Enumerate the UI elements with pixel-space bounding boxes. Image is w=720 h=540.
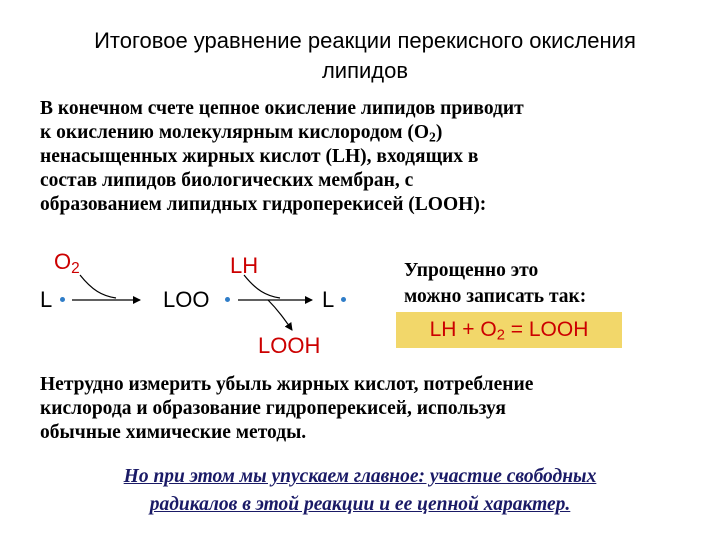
intro-line-2-post: ) [435,122,443,143]
equation-right: = LOOH [504,318,589,341]
arrow-lh-curve [244,275,280,298]
summary-equation [396,312,622,348]
o2-reagent: $O_2$ [54,249,80,277]
intro-line-2-pre: к окислению молекулярным кислородом (О [40,122,430,143]
conclusion-line-2: радикалов в этой реакции и ее цепной характер. [149,494,571,515]
slide-title [40,26,690,86]
radical-dot-1 [60,297,65,302]
intro-line-2 [40,121,700,145]
title-line-1: Итоговое уравнение реакции перекисного окисления [94,28,636,53]
equation-subscript: 2 [496,327,505,344]
note-line-1: Упрощенно это [404,260,539,281]
outro-line-2: кислорода и образование гидроперекисей, используя [40,398,506,419]
arrow-looh-curve [268,300,292,330]
intro-paragraph [40,97,700,217]
title-line-2: липидов [321,58,409,83]
intro-line-3: ненасыщенных жирных кислот (LH), входящих в [40,146,479,167]
conclusion-text [40,463,680,519]
looh-product: LOOH [258,333,321,358]
intro-o2-subscript: 2 [429,129,436,145]
loo-radical: LOO [163,287,210,312]
l-radical-end: L [322,287,335,312]
outro-paragraph [40,373,700,445]
intro-line-1: В конечном счете цепное окисление липидов приводит [40,98,524,119]
reaction-scheme [0,240,720,370]
l-radical-start: L [40,287,53,312]
intro-line-5: образованием липидных гидроперекисей (LOOH): [40,194,487,215]
radical-dot-2 [225,297,230,302]
radical-dot-3 [341,297,346,302]
lh-reagent: LH [230,253,259,278]
outro-line-1: Нетрудно измерить убыль жирных кислот, потребление [40,374,534,395]
note-line-2: можно записать так: [404,286,587,307]
simplified-note [404,258,586,310]
scheme-arrows [0,240,720,370]
arrow-o2-curve [80,275,116,298]
outro-line-3: обычные химические методы. [40,422,307,443]
intro-line-4: состав липидов биологических мембран, с [40,170,414,191]
conclusion-line-1: Но при этом мы упускаем главное: участие свободных [123,466,597,487]
equation-left: LH + O [429,318,497,341]
